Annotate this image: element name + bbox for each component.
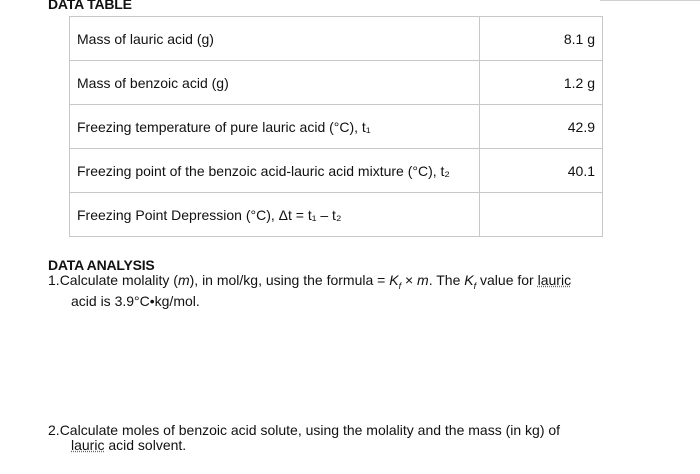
row-label: Freezing temperature of pure lauric acid (°C), t₁ [70,105,480,149]
row-value[interactable]: 42.9 [480,105,603,149]
question-1 [48,273,648,309]
top-divider [600,0,700,1]
table-row [70,61,603,105]
question-text-line2 [48,438,648,453]
molality-symbol: m [417,272,429,288]
question-text: value for [476,272,538,288]
kf-subscript: f [398,280,402,291]
molality-symbol: m [177,272,190,288]
kf-symbol: K [389,272,399,288]
row-label: Mass of lauric acid (g) [70,17,480,61]
row-value[interactable]: 8.1 g [480,17,603,61]
question-text-line2: acid is 3.9°C•kg/mol. [71,292,200,309]
question-text: acid solvent. [104,437,187,453]
spellcheck-word[interactable]: lauric [537,272,572,288]
question-number: 1. [48,272,60,288]
table-row [70,17,603,61]
row-label: Mass of benzoic acid (g) [70,61,480,105]
kf-symbol: K [464,272,474,288]
data-analysis-heading: DATA ANALYSIS [48,257,155,273]
table-row [70,149,603,193]
question-number: 2. [48,422,60,438]
row-value-empty[interactable] [480,193,603,237]
table-row [70,105,603,149]
question-text: Calculate moles of benzoic acid solute, using the molality and the mass (in kg) of [59,422,561,438]
question-text: Calculate molality ( [59,272,178,288]
times-symbol: × [401,272,418,288]
row-value[interactable]: 1.2 g [480,61,603,105]
data-table [69,16,603,237]
data-table-heading: DATA TABLE [48,0,132,12]
kf-subscript: f [473,280,477,291]
spellcheck-word[interactable]: lauric [71,437,105,453]
row-value[interactable]: 40.1 [480,149,603,193]
question-text: ), in mol/kg, using the formula = [189,272,390,288]
row-label: Freezing Point Depression (°C), Δt = t₁ – t₂ [70,193,480,237]
question-2 [48,423,648,453]
table-row [70,193,603,237]
question-text: . The [428,272,465,288]
row-label: Freezing point of the benzoic acid-lauric acid mixture (°C), t₂ [70,149,480,193]
